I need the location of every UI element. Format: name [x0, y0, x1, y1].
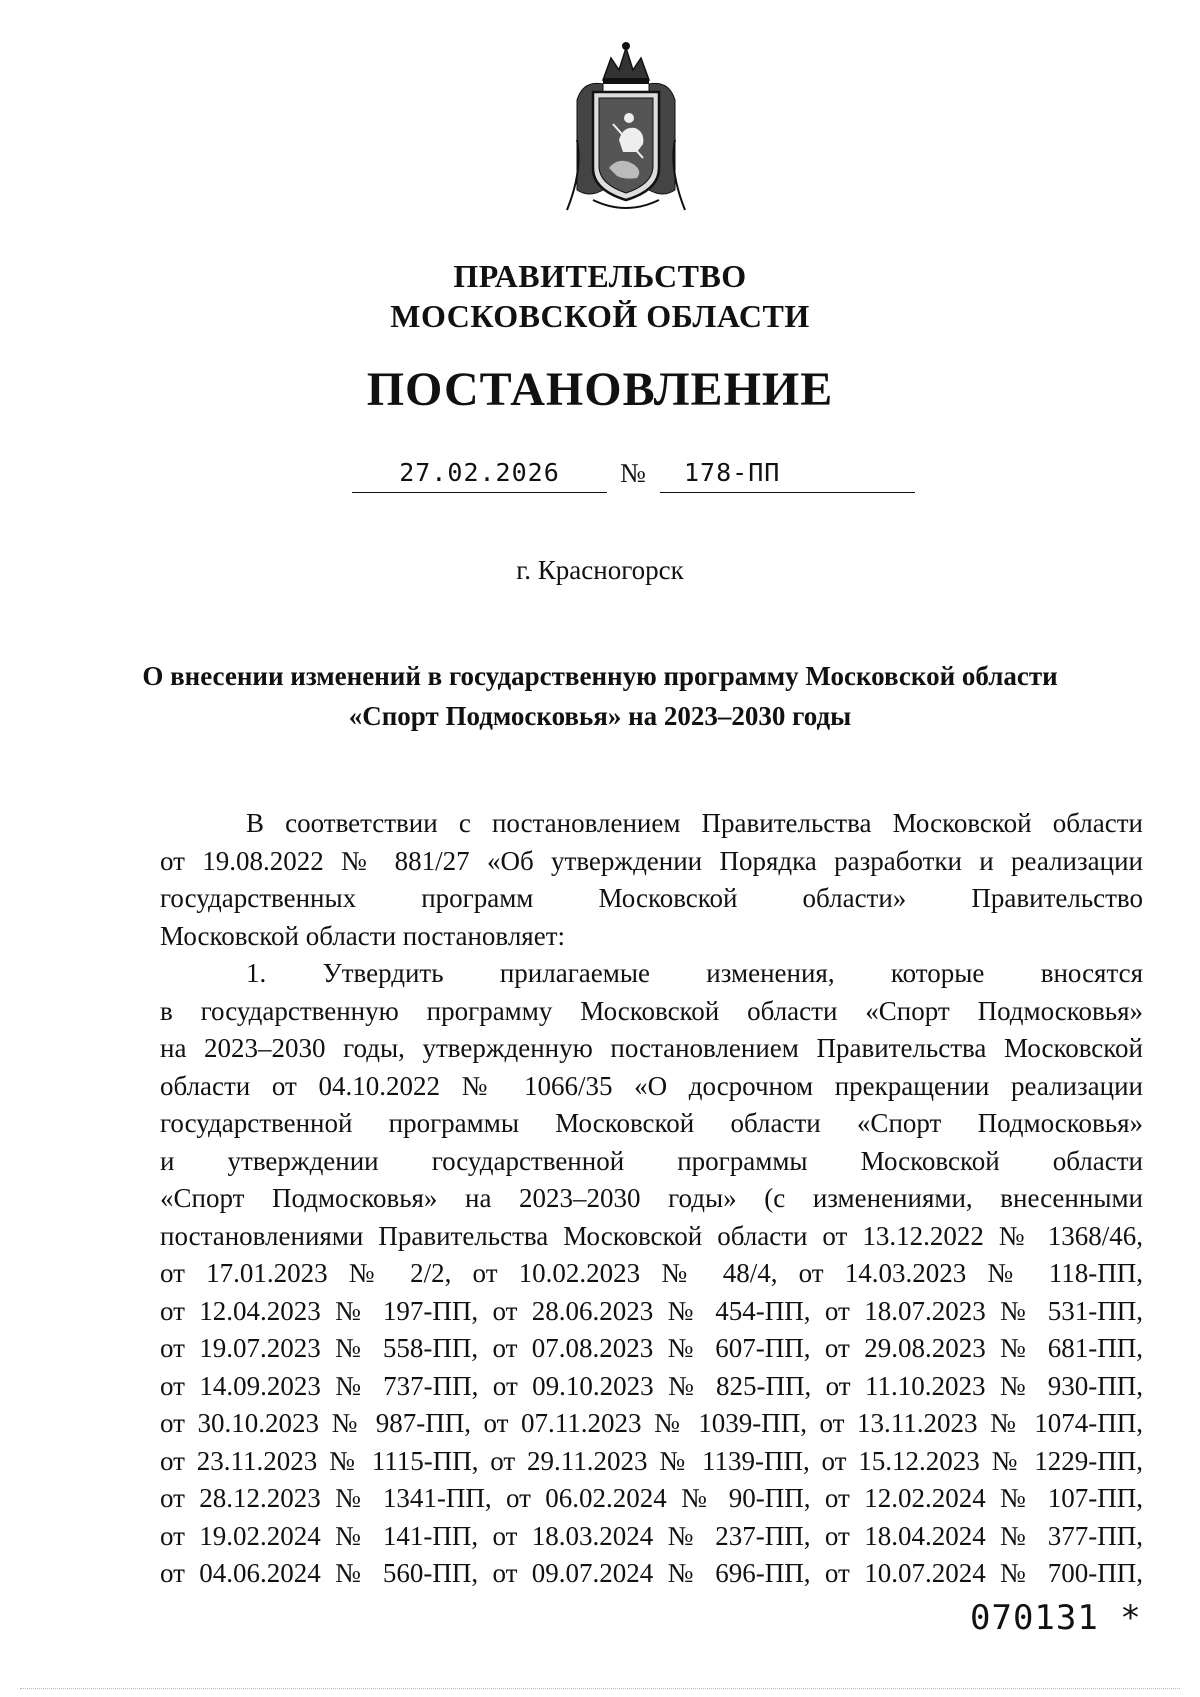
text-line: в государственную программу Московской области «Спорт Подмосковья» — [160, 995, 1143, 1026]
text-line: от 19.02.2024 № 141-ПП, от 18.03.2024 № 237-ПП, от 18.04.2024 № 377-ПП, — [160, 1520, 1143, 1551]
text-line: от 23.11.2023 № 1115-ПП, от 29.11.2023 № 1139-ПП, от 15.12.2023 № 1229-ПП, — [160, 1445, 1143, 1476]
text-line: от 17.01.2023 № 2/2, от 10.02.2023 № 48/4, от 14.03.2023 № 118-ПП, — [160, 1258, 1143, 1288]
text-line: от 14.09.2023 № 737-ПП, от 09.10.2023 № 825-ПП, от 11.10.2023 № 930-ПП, — [160, 1370, 1143, 1401]
text-line: от 12.04.2023 № 197-ПП, от 28.06.2023 № 454-ПП, от 18.07.2023 № 531-ПП, — [160, 1295, 1143, 1326]
text-line: от 19.07.2023 № 558-ПП, от 07.08.2023 № 607-ПП, от 29.08.2023 № 681-ПП, — [160, 1333, 1143, 1363]
text-line: государственных программ Московской области» Правительство — [160, 883, 1143, 913]
document-title — [140, 656, 1060, 736]
text-line: на 2023–2030 годы, утвержденную постановлением Правительства Московской — [160, 1033, 1143, 1063]
text-line: от 19.08.2022 № 881/27 «Об утверждении Порядка разработки и реализации — [160, 845, 1143, 876]
paragraph-item-1 — [160, 955, 1143, 1593]
text-line: от 30.10.2023 № 987-ПП, от 07.11.2023 № 1039-ПП, от 13.11.2023 № 1074-ПП, — [160, 1408, 1143, 1438]
decree-number: 178-ПП — [684, 458, 781, 487]
text-line: Московской области постановляет: — [160, 920, 565, 951]
number-underline — [660, 492, 915, 493]
title-line: О внесении изменений в государственную программу Московской области — [142, 661, 1058, 691]
text-line: В соответствии с постановлением Правительства Московской области — [246, 808, 1143, 838]
city-name: г. Красногорск — [516, 555, 684, 585]
date-underline — [352, 492, 607, 493]
text-line: 1. Утвердить прилагаемые изменения, которые вносятся — [246, 958, 1143, 988]
text-line: государственной программы Московской области «Спорт Подмосковья» — [160, 1108, 1143, 1138]
number-sign: № — [620, 458, 646, 488]
decree-date: 27.02.2026 — [399, 458, 560, 487]
text-line: от 28.12.2023 № 1341-ПП, от 06.02.2024 № 90-ПП, от 12.02.2024 № 107-ПП, — [160, 1483, 1143, 1513]
paragraph-preamble — [160, 805, 1143, 955]
government-name-line2: МОСКОВСКОЙ ОБЛАСТИ — [390, 298, 810, 334]
text-line: и утверждении государственной программы Московской области — [160, 1145, 1143, 1176]
government-name-line1: ПРАВИТЕЛЬСТВО — [453, 258, 747, 294]
coat-of-arms-icon — [563, 40, 689, 216]
title-line: «Спорт Подмосковья» на 2023–2030 годы — [348, 701, 852, 731]
text-line: области от 04.10.2022 № 1066/35 «О досрочном прекращении реализации — [160, 1070, 1143, 1101]
scan-edge-line — [20, 1688, 1180, 1689]
text-line: от 04.06.2024 № 560-ПП, от 09.07.2024 № 696-ПП, от 10.07.2024 № 700-ПП, — [160, 1558, 1143, 1588]
text-line: постановлениями Правительства Московской области от 13.12.2022 № 1368/46, — [160, 1220, 1143, 1251]
registration-stamp: 070131 * — [970, 1598, 1142, 1638]
text-line: «Спорт Подмосковья» на 2023–2030 годы» (с изменениями, внесенными — [160, 1183, 1143, 1213]
document-type-heading: ПОСТАНОВЛЕНИЕ — [366, 363, 834, 416]
